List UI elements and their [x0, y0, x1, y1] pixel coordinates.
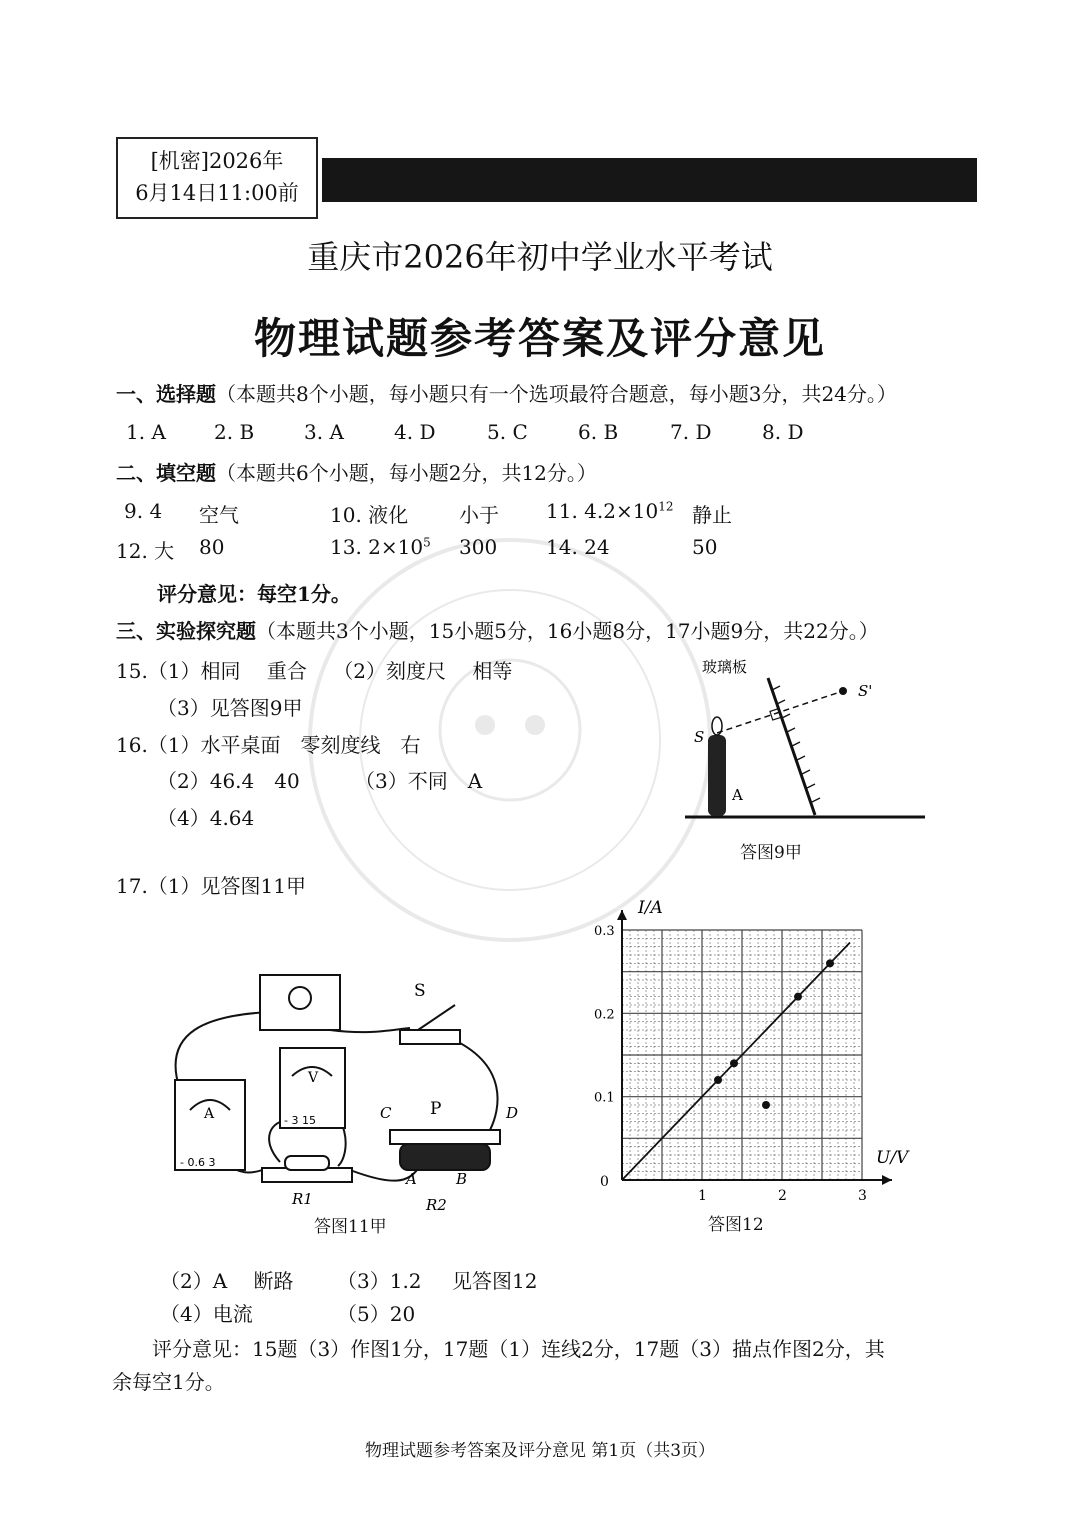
fig11-b-label: B [456, 1170, 468, 1188]
confidential-line-1: [机密]2026年 [150, 149, 284, 173]
answer-q13-exponent: 5 [423, 535, 431, 550]
figure-9-caption: 答图9甲 [740, 843, 802, 863]
answer-q10-b: 小于 [459, 503, 499, 527]
section-3-scoring-line-2: 余每空1分。 [112, 1370, 225, 1394]
section-1-desc: （本题共8个小题，每小题只有一个选项最符合题意，每小题3分，共24分。） [216, 382, 897, 406]
y-axis-arrow [617, 910, 627, 920]
answer-q7: 7. D [670, 420, 712, 444]
answer-q11-value: 11. 4.2×10 [546, 499, 659, 523]
section-1-label: 一、选择题 [116, 382, 216, 406]
section-2-desc: （本题共6个小题，每小题2分，共12分。） [216, 461, 597, 485]
x-axis-arrow [882, 1175, 892, 1185]
answer-q17-line-3b: （5）20 [337, 1302, 416, 1326]
y-tick-label: 0.2 [594, 1007, 615, 1023]
image-point [839, 687, 847, 695]
answer-q8: 8. D [762, 420, 804, 444]
section-2-scoring: 评分意见：每空1分。 [157, 582, 351, 606]
answer-q12-a: 12. 大 [116, 539, 175, 563]
page-footer: 物理试题参考答案及评分意见 第1页（共3页） [364, 1441, 716, 1461]
confidential-line-2: 6月14日11:00前 [135, 181, 299, 205]
fig9-a-label: A [732, 786, 743, 804]
fig11-d-label: D [506, 1104, 519, 1122]
wire-power-to-switch [330, 1028, 410, 1032]
answer-q17-line-1: 17.（1）见答图11甲 [116, 874, 306, 898]
fig11-p-label: P [430, 1099, 442, 1119]
answer-q9-b: 空气 [199, 503, 239, 527]
answer-q15-line-1: 15.（1）相同 重合 （2）刻度尺 相等 [116, 659, 513, 683]
answer-q17-line-2a: （2）A 断路 [160, 1269, 294, 1293]
y-tick-label: 0.1 [594, 1090, 615, 1106]
chart-y-axis-label: I/A [638, 898, 663, 918]
figure-12-chart [590, 895, 930, 1205]
section-1-heading [116, 378, 897, 407]
fig11-ammeter-terminals: - 0.6 3 [180, 1156, 216, 1169]
answer-q16-line-3: （4）4.64 [157, 806, 255, 830]
answer-q11-exponent: 12 [658, 499, 674, 514]
section-3-scoring-line-1: 评分意见：15题（3）作图1分，17题（1）连线2分，17题（3）描点作图2分，其 [152, 1337, 885, 1361]
fig11-c-label: C [380, 1104, 392, 1122]
fig11-r2-label: R2 [426, 1196, 447, 1214]
power-supply [260, 975, 340, 1030]
x-tick-label: 0 [600, 1174, 609, 1190]
wire-ammeter-to-power [176, 1012, 270, 1090]
fig11-r1-label: R1 [292, 1190, 313, 1208]
answer-q16-line-2b: （3）不同 A [355, 769, 483, 793]
data-point [714, 1076, 722, 1084]
chart-x-axis-label: U/V [876, 1148, 909, 1168]
confidential-box [116, 137, 318, 219]
fig9-s-prime-label: S' [858, 682, 873, 700]
data-point [826, 959, 834, 967]
answer-q10-a: 10. 液化 [330, 503, 409, 527]
answer-q13-b: 300 [459, 535, 498, 559]
exam-title: 重庆市2026年初中学业水平考试 [307, 238, 773, 276]
answer-q13-a [330, 535, 431, 559]
answer-q16-line-2a: （2）46.4 40 [157, 769, 300, 793]
section-3-label: 三、实验探究题 [116, 619, 256, 643]
rheostat [390, 1130, 500, 1170]
answer-q2: 2. B [214, 420, 255, 444]
answer-q12-b: 80 [199, 535, 225, 559]
answer-q11-a [546, 499, 673, 523]
answer-q14-a: 14. 24 [546, 535, 610, 559]
figure-11-caption: 答图11甲 [314, 1217, 387, 1237]
answer-q17-line-3a: （4）电流 [160, 1302, 253, 1326]
data-point [762, 1101, 770, 1109]
answer-q11-b: 静止 [692, 503, 732, 527]
answer-q16-line-1: 16.（1）水平桌面 零刻度线 右 [116, 733, 421, 757]
chart-axes [617, 910, 892, 1185]
answer-q1: 1. A [126, 420, 166, 444]
answer-q9-a: 9. 4 [124, 499, 163, 523]
fig11-ammeter-symbol: A [204, 1106, 215, 1122]
answer-q4: 4. D [394, 420, 436, 444]
glass-plate [768, 678, 815, 815]
answer-q6: 6. B [578, 420, 619, 444]
figure-9-diagram [680, 650, 940, 830]
fig11-voltmeter-symbol: V [308, 1070, 319, 1086]
answer-q3: 3. A [304, 420, 344, 444]
answer-q15-line-2: （3）见答图9甲 [157, 696, 303, 720]
candle-a [708, 735, 726, 816]
section-3-heading [116, 615, 879, 644]
data-point [730, 1059, 738, 1067]
data-point [794, 993, 802, 1001]
fig11-a-label: A [406, 1170, 417, 1188]
section-2-heading [116, 457, 597, 486]
glass-hatching [772, 686, 820, 802]
section-2-label: 二、填空题 [116, 461, 216, 485]
answer-q5: 5. C [487, 420, 528, 444]
switch [400, 1005, 460, 1044]
x-tick-label: 2 [778, 1188, 787, 1204]
answer-q14-b: 50 [692, 535, 718, 559]
fig9-s-label: S [694, 728, 705, 746]
y-tick-label: 0.3 [594, 924, 615, 939]
document-title: 物理试题参考答案及评分意见 [253, 314, 826, 363]
answer-q13-value: 13. 2×10 [330, 535, 424, 559]
x-tick-label: 1 [698, 1188, 707, 1204]
wire-switch-to-rheostat [450, 1038, 498, 1130]
fig11-voltmeter-terminals: - 3 15 [284, 1114, 316, 1127]
fig11-s-label: S [414, 981, 426, 1001]
section-3-desc: （本题共3个小题，15小题5分，16小题8分，17小题9分，共22分。） [256, 619, 879, 643]
resistor-r1 [262, 1156, 352, 1182]
figure-12-caption: 答图12 [708, 1215, 764, 1235]
x-tick-label: 3 [858, 1188, 867, 1204]
answer-q17-line-2c: 见答图12 [452, 1269, 538, 1293]
figure-11-circuit [150, 970, 530, 1215]
fig9-glass-label: 玻璃板 [702, 658, 748, 676]
answer-q17-line-2b: （3）1.2 [337, 1269, 422, 1293]
chart-marks [622, 943, 850, 1181]
redaction-bar [322, 158, 977, 202]
